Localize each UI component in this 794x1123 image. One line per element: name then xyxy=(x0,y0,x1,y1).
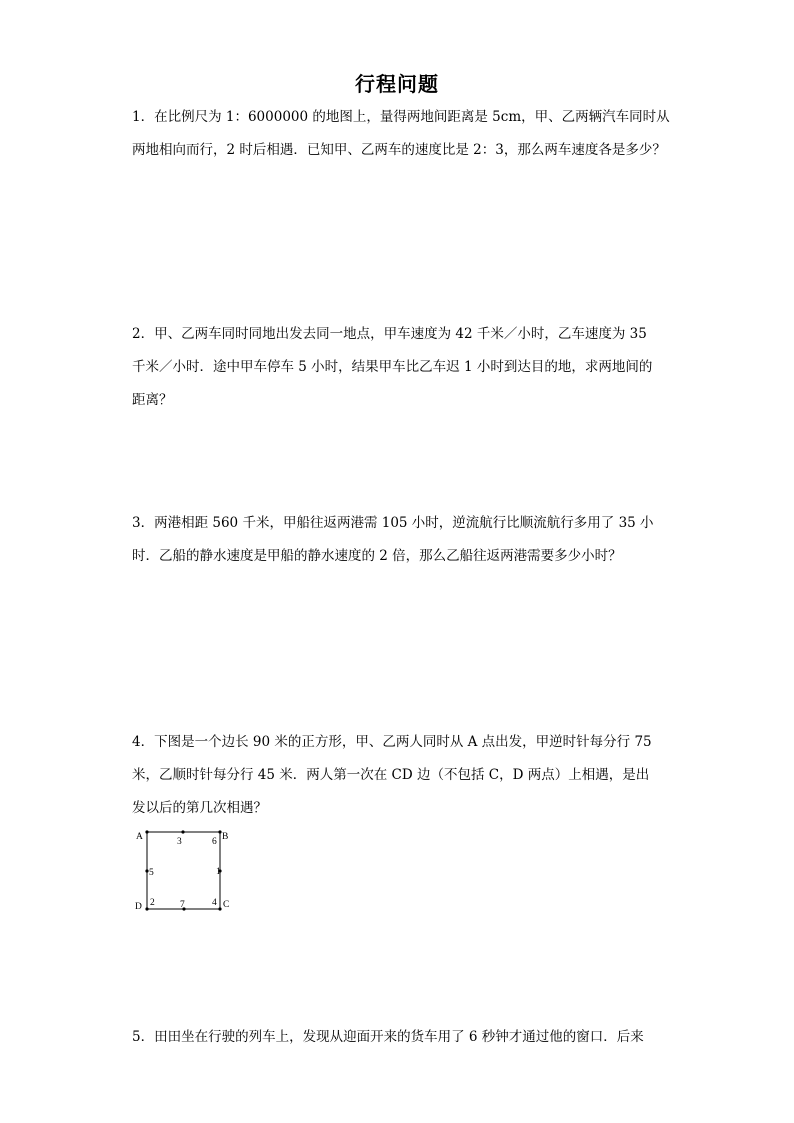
question-5 xyxy=(132,1021,672,1054)
point-dot xyxy=(145,830,148,833)
corner-label-d: D xyxy=(135,902,142,912)
question-1 xyxy=(132,101,672,167)
question-3 xyxy=(132,507,672,573)
question-1-line-1: 1．在比例尺为 1：6000000 的地图上，量得两地间距离是 5cm，甲、乙两辆汽车同时从 xyxy=(132,109,670,125)
question-2-line-3: 距离？ xyxy=(132,392,173,408)
question-4 xyxy=(132,726,672,825)
page-title: 行程问题 xyxy=(355,72,439,96)
point-label-2: 2 xyxy=(150,898,155,908)
question-2-line-1: 2．甲、乙两车同时同地出发去同一地点，甲车速度为 42 千米／小时，乙车速度为 35 xyxy=(132,326,647,342)
point-label-6: 6 xyxy=(212,837,217,847)
question-2-line-2: 千米／小时．途中甲车停车 5 小时，结果甲车比乙车迟 1 小时到达目的地，求两地间的 xyxy=(132,359,653,375)
square-figure xyxy=(130,825,240,920)
question-5-line-1: 5．田田坐在行驶的列车上，发现从迎面开来的货车用了 6 秒钟才通过他的窗口．后来 xyxy=(132,1029,644,1045)
corner-label-c: C xyxy=(223,900,230,910)
question-3-line-2: 时．乙船的静水速度是甲船的静水速度的 2 倍，那么乙船往返两港需要多少小时？ xyxy=(132,548,622,564)
point-dot xyxy=(145,907,148,910)
point-label-3: 3 xyxy=(177,837,182,847)
question-1-line-2: 两地相向而行，2 时后相遇．已知甲、乙两车的速度比是 2：3，那么两车速度各是多少？ xyxy=(132,142,666,158)
question-4-line-1: 4．下图是一个边长 90 米的正方形，甲、乙两人同时从 A 点出发，甲逆时针每分行 75 xyxy=(132,734,652,750)
question-4-line-3: 发以后的第几次相遇？ xyxy=(132,800,267,816)
question-4-line-2: 米，乙顺时针每分行 45 米．两人第一次在 CD 边（不包括 C，D 两点）上相遇，是出 xyxy=(132,767,650,783)
question-2 xyxy=(132,318,672,417)
corner-label-a: A xyxy=(136,832,143,842)
point-label-5: 5 xyxy=(149,868,154,878)
point-dot xyxy=(218,907,221,910)
question-3-line-1: 3．两港相距 560 千米，甲船往返两港需 105 小时，逆流航行比顺流航行多用了 35 小 xyxy=(132,515,654,531)
point-label-7: 7 xyxy=(180,900,185,910)
point-label-1: 1 xyxy=(216,867,221,877)
point-dot xyxy=(181,830,184,833)
point-label-4: 4 xyxy=(212,898,217,908)
corner-label-b: B xyxy=(222,832,229,842)
square-outline xyxy=(147,832,220,909)
